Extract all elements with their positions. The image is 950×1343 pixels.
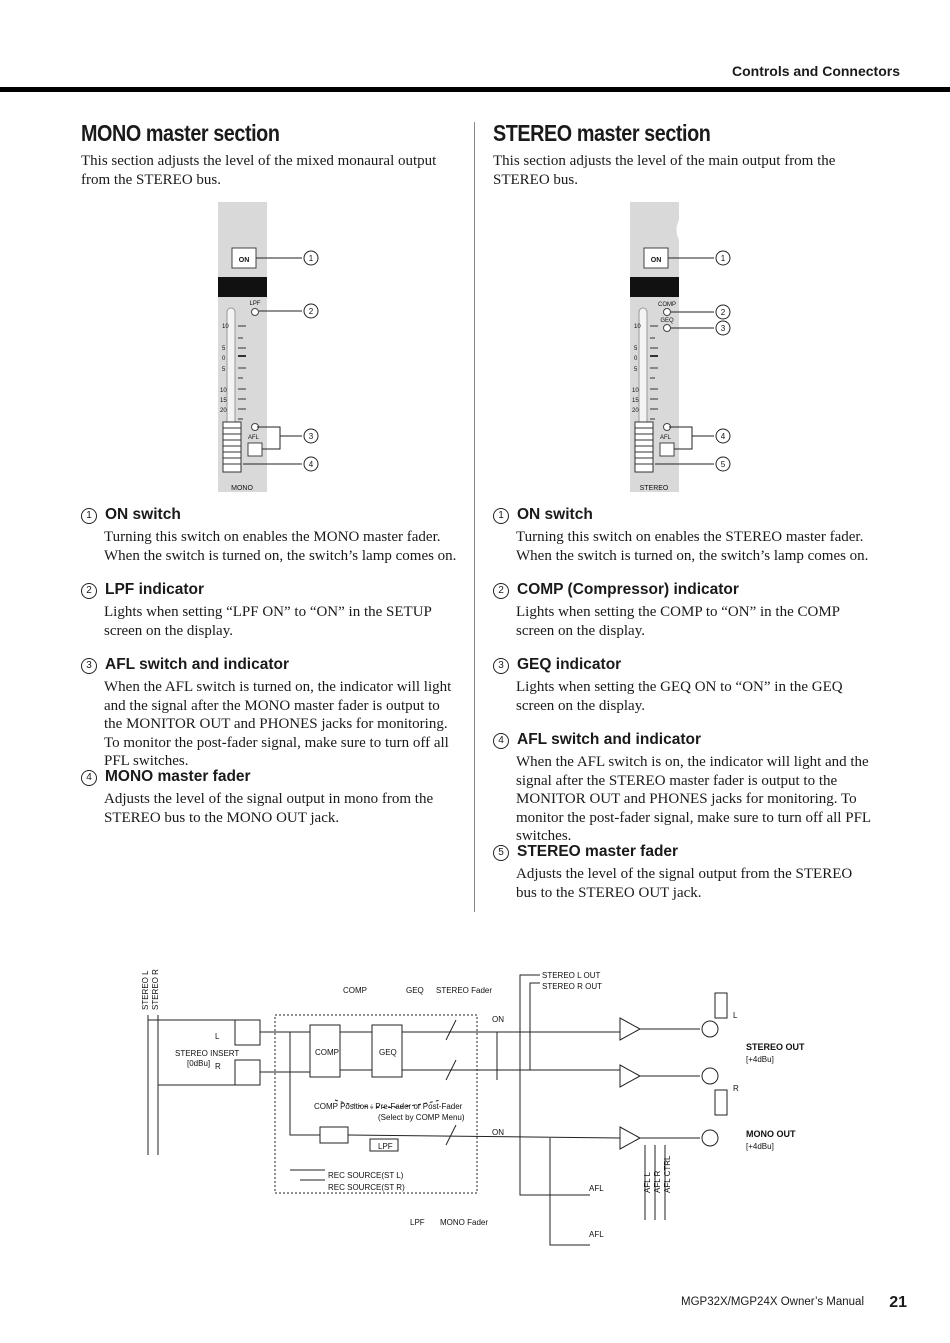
mono-section-intro: This section adjusts the level of the mixed monaural output from the STEREO bus. — [81, 153, 437, 188]
item-heading: STEREO master fader — [517, 843, 679, 860]
mono-strip-illustration — [210, 200, 335, 495]
stereo-item-2 — [493, 580, 873, 640]
svg-text:5: 5 — [634, 367, 638, 373]
item-number: 4 — [493, 733, 509, 749]
svg-text:L: L — [733, 1011, 738, 1020]
on-switch-label: ON — [238, 257, 250, 264]
svg-text:R: R — [215, 1062, 221, 1071]
svg-text:LPF: LPF — [378, 1142, 393, 1151]
item-heading: MONO master fader — [105, 768, 251, 785]
item-heading: ON switch — [105, 506, 181, 523]
svg-text:5: 5 — [720, 460, 726, 469]
svg-text:AFL: AFL — [589, 1184, 604, 1193]
mono-item-2 — [81, 580, 461, 640]
svg-text:[+4dBu]: [+4dBu] — [746, 1142, 774, 1151]
mono-section — [81, 118, 461, 190]
channel-display — [218, 277, 267, 297]
svg-text:0: 0 — [222, 356, 226, 362]
item-number: 4 — [81, 770, 97, 786]
comp-label: COMP — [658, 302, 676, 308]
svg-text:4: 4 — [308, 460, 314, 469]
item-body: Adjusts the level of the signal output from the STEREO bus to the STEREO OUT jack. — [516, 866, 853, 901]
svg-text:4: 4 — [720, 432, 726, 441]
svg-text:20: 20 — [632, 408, 639, 414]
svg-text:1: 1 — [720, 254, 726, 263]
svg-text:COMP: COMP — [315, 1048, 339, 1057]
svg-text:AFL L: AFL L — [643, 1171, 652, 1193]
afl-label: AFL — [248, 435, 260, 441]
mono-item-1 — [81, 505, 461, 565]
mono-section-title: MONO master section — [81, 120, 280, 146]
item-number: 2 — [81, 583, 97, 599]
svg-text:STEREO Fader: STEREO Fader — [436, 986, 493, 995]
geq-indicator — [664, 325, 671, 332]
strip-bottom-label: MONO — [231, 485, 253, 492]
svg-text:1: 1 — [308, 254, 314, 263]
mono-item-3 — [81, 655, 461, 771]
stereo-strip-illustration — [622, 200, 747, 495]
item-body: When the AFL switch is turned on, the indicator will light and the signal after the MONO master fader is output to the MONITOR OUT and PHONES jacks for monitoring. To monitor the post-fader signal, make sure to turn off all PFL switches. — [104, 679, 452, 769]
svg-text:STEREO L OUT: STEREO L OUT — [542, 971, 601, 980]
svg-text:MONO Fader: MONO Fader — [440, 1218, 489, 1227]
svg-text:STEREO INSERT: STEREO INSERT — [175, 1049, 240, 1058]
stereo-mono-block-diagram — [140, 965, 820, 1265]
footer-model: MGP32X/MGP24X Owner’s Manual — [681, 1296, 865, 1308]
item-heading: GEQ indicator — [517, 656, 622, 673]
item-number: 1 — [81, 508, 97, 524]
stereo-section-title: STEREO master section — [493, 120, 711, 146]
svg-text:L: L — [215, 1032, 220, 1041]
item-body: Lights when setting the GEQ ON to “ON” in the GEQ screen on the display. — [516, 679, 843, 714]
svg-text:STEREO R OUT: STEREO R OUT — [542, 982, 603, 991]
svg-text:STEREO L: STEREO L — [141, 970, 150, 1010]
svg-text:2: 2 — [720, 308, 726, 317]
item-body: Turning this switch on enables the MONO master fader. When the switch is turned on, the switch’s lamp comes on. — [104, 529, 457, 564]
svg-text:10: 10 — [222, 324, 229, 330]
column-divider — [474, 122, 475, 912]
stereo-item-1 — [493, 505, 873, 565]
svg-text:0: 0 — [634, 356, 638, 362]
item-body: When the AFL switch is on, the indicator will light and the signal after the STEREO master fader is output to the MONITOR OUT and PHONES jacks for monitoring. To monitor the post-fader signal, make sure to turn off all PFL switches. — [516, 754, 871, 844]
item-heading: AFL switch and indicator — [517, 731, 702, 748]
svg-text:AFL R: AFL R — [653, 1170, 662, 1193]
stereo-section — [493, 118, 873, 190]
svg-text:STEREO R: STEREO R — [151, 969, 160, 1010]
svg-text:10: 10 — [634, 324, 641, 330]
page-number: 21 — [889, 1294, 907, 1311]
svg-text:COMP Position : Pre-Fader or P: COMP Position : Pre-Fader or Post-Fader — [314, 1102, 463, 1111]
item-body: Lights when setting “LPF ON” to “ON” in the SETUP screen on the display. — [104, 604, 432, 639]
svg-text:ON: ON — [492, 1015, 504, 1024]
svg-text:15: 15 — [220, 398, 227, 404]
svg-text:5: 5 — [634, 346, 638, 352]
item-body: Turning this switch on enables the STEREO master fader. When the switch is turned on, the switch’s lamp comes on. — [516, 529, 869, 564]
svg-text:3: 3 — [308, 432, 314, 441]
callout-numbers — [304, 251, 318, 471]
svg-text:REC SOURCE(ST L): REC SOURCE(ST L) — [328, 1171, 404, 1180]
mono-item-4 — [81, 767, 461, 827]
svg-text:AFL CTRL: AFL CTRL — [663, 1155, 672, 1193]
diagram-labels — [141, 969, 805, 1239]
svg-text:AFL: AFL — [589, 1230, 604, 1239]
svg-text:[0dBu]: [0dBu] — [187, 1059, 211, 1068]
svg-text:REC SOURCE(ST R): REC SOURCE(ST R) — [328, 1183, 405, 1192]
item-heading: LPF indicator — [105, 581, 205, 598]
svg-text:[+4dBu]: [+4dBu] — [746, 1055, 774, 1064]
svg-text:5: 5 — [222, 346, 226, 352]
comp-indicator — [664, 309, 671, 316]
svg-text:(Select by COMP Menu): (Select by COMP Menu) — [378, 1113, 465, 1122]
afl-switch — [248, 443, 262, 456]
stereo-section-intro: This section adjusts the level of the main output from the STEREO bus. — [493, 153, 836, 188]
item-heading: COMP (Compressor) indicator — [517, 581, 739, 598]
svg-text:R: R — [733, 1084, 739, 1093]
svg-text:LPF: LPF — [410, 1218, 425, 1227]
lpf-indicator — [252, 309, 259, 316]
svg-text:20: 20 — [220, 408, 227, 414]
header-rule — [0, 87, 950, 92]
item-number: 1 — [493, 508, 509, 524]
svg-text:STEREO OUT: STEREO OUT — [746, 1042, 805, 1052]
afl-switch — [660, 443, 674, 456]
item-number: 3 — [81, 658, 97, 674]
svg-text:10: 10 — [220, 388, 227, 394]
svg-text:ON: ON — [492, 1128, 504, 1137]
item-number: 2 — [493, 583, 509, 599]
svg-text:10: 10 — [632, 388, 639, 394]
svg-text:15: 15 — [632, 398, 639, 404]
page-header-title: Controls and Connectors — [731, 63, 900, 79]
svg-text:COMP: COMP — [343, 986, 367, 995]
callout-numbers — [716, 251, 730, 471]
geq-label: GEQ — [660, 318, 674, 324]
item-number: 5 — [493, 845, 509, 861]
item-heading: AFL switch and indicator — [105, 656, 290, 673]
item-number: 3 — [493, 658, 509, 674]
item-body: Lights when setting the COMP to “ON” in the COMP screen on the display. — [516, 604, 840, 639]
strip-bottom-label: STEREO — [639, 485, 669, 492]
svg-text:MONO OUT: MONO OUT — [746, 1129, 796, 1139]
stereo-item-4 — [493, 730, 873, 846]
item-heading: ON switch — [517, 506, 593, 523]
svg-text:5: 5 — [222, 367, 226, 373]
on-switch-label: ON — [650, 257, 662, 264]
channel-display — [630, 277, 679, 297]
afl-label: AFL — [660, 435, 672, 441]
svg-text:GEQ: GEQ — [379, 1048, 397, 1057]
item-body: Adjusts the level of the signal output in mono from the STEREO bus to the MONO OUT jack. — [104, 791, 434, 826]
svg-text:GEQ: GEQ — [406, 986, 424, 995]
lpf-label: LPF — [249, 301, 261, 307]
svg-text:3: 3 — [720, 324, 726, 333]
stereo-item-3 — [493, 655, 873, 715]
stereo-item-5 — [493, 842, 873, 902]
svg-text:2: 2 — [308, 307, 314, 316]
